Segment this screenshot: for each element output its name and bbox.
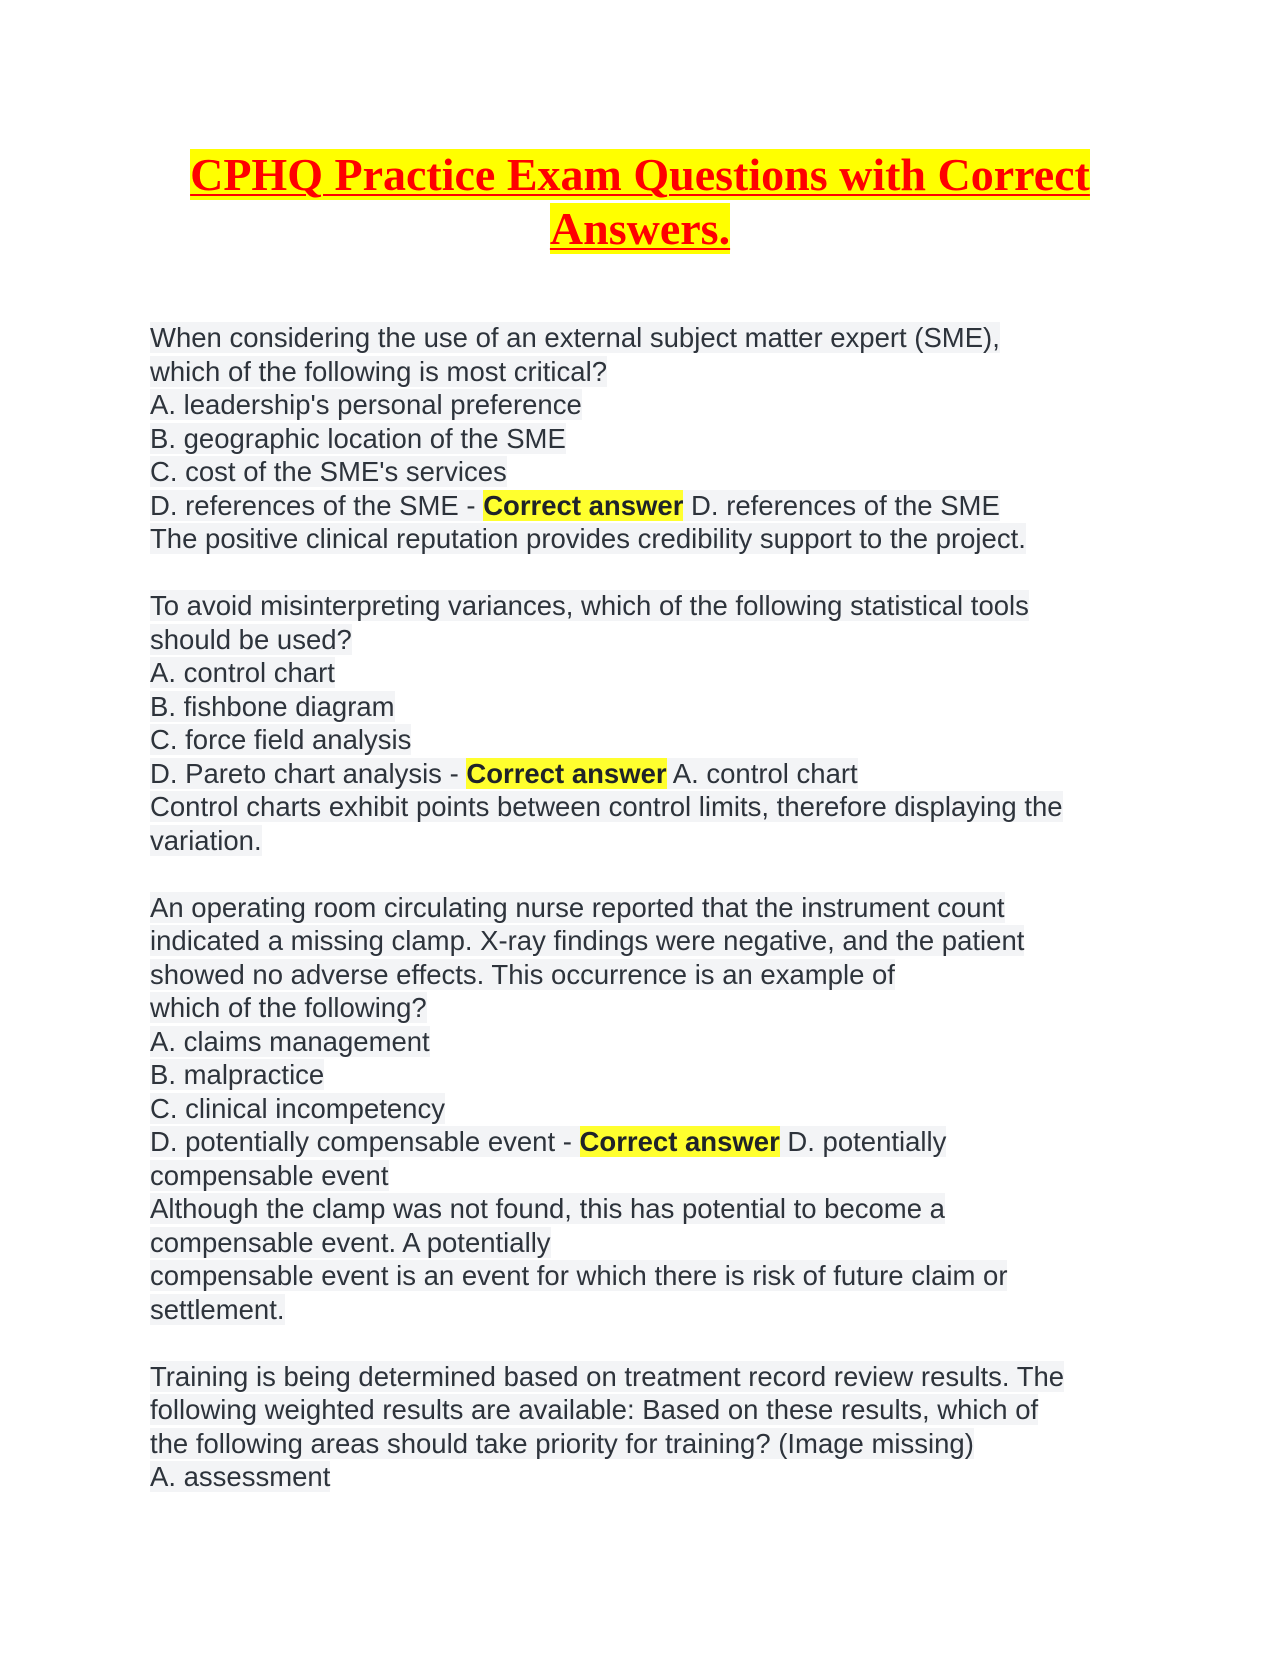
question-line — [150, 1393, 1150, 1427]
question-line — [150, 790, 1150, 824]
line-text: The positive clinical reputation provides credibility support to the project. — [150, 523, 1026, 554]
question-separator — [150, 857, 1150, 891]
question-line — [150, 1058, 1150, 1092]
question-line — [150, 891, 1150, 925]
line-text: compensable event. A potentially — [150, 1226, 551, 1258]
question-line — [150, 1259, 1150, 1293]
line-text: C. force field analysis — [150, 724, 412, 755]
question-line — [150, 1125, 1150, 1159]
correct-answer-text: A. control chart — [666, 757, 858, 789]
line-text: B. fishbone diagram — [150, 690, 395, 722]
question-list — [150, 321, 1150, 1494]
line-text: When considering the use of an external subject matter expert (SME), — [150, 322, 1000, 353]
question-line — [150, 924, 1150, 958]
question-line — [150, 455, 1150, 489]
question-line — [150, 589, 1150, 623]
line-text: A. claims management — [150, 1025, 430, 1057]
question-line — [150, 489, 1150, 523]
answer-option-text: D. Pareto chart analysis - — [150, 757, 467, 789]
correct-answer-label: Correct answer — [579, 1126, 780, 1157]
question-line — [150, 723, 1150, 757]
question-line — [150, 388, 1150, 422]
question-line — [150, 321, 1150, 355]
question-line — [150, 1092, 1150, 1126]
line-text: A. control chart — [150, 657, 335, 688]
question-line — [150, 522, 1150, 556]
line-text: A. assessment — [150, 1461, 331, 1492]
question-line — [150, 422, 1150, 456]
answer-option-text: D. potentially compensable event - — [150, 1126, 580, 1157]
question-block — [150, 321, 1150, 556]
line-text: An operating room circulating nurse reported that the instrument count — [150, 891, 1005, 923]
question-block — [150, 891, 1150, 1327]
question-separator — [150, 556, 1150, 590]
line-text: To avoid misinterpreting variances, which of the following statistical tools — [150, 590, 1029, 621]
question-line — [150, 991, 1150, 1025]
correct-answer-label: Correct answer — [466, 757, 667, 789]
title-line-1: CPHQ Practice Exam Questions with Correct — [190, 149, 1090, 200]
question-line — [150, 623, 1150, 657]
question-line — [150, 355, 1150, 389]
question-line — [150, 958, 1150, 992]
line-text: Control charts exhibit points between control limits, therefore displaying the — [150, 791, 1063, 822]
line-text: indicated a missing clamp. X-ray findings were negative, and the patient — [150, 925, 1025, 956]
question-line — [150, 1192, 1150, 1226]
line-text: showed no adverse effects. This occurrence is an example of — [150, 958, 895, 990]
line-text: variation. — [150, 824, 262, 856]
line-text: Although the clamp was not found, this has potential to become a — [150, 1193, 945, 1224]
question-line — [150, 1159, 1150, 1193]
line-text: compensable event — [150, 1159, 389, 1191]
question-line — [150, 1025, 1150, 1059]
question-line — [150, 1460, 1150, 1494]
line-text: Training is being determined based on treatment record review results. The — [150, 1360, 1065, 1392]
line-text: should be used? — [150, 623, 352, 655]
question-separator — [150, 1326, 1150, 1360]
line-text: which of the following? — [150, 992, 427, 1023]
line-text: A. leadership's personal preference — [150, 389, 582, 420]
line-text: C. clinical incompetency — [150, 1092, 445, 1124]
question-line — [150, 1427, 1150, 1461]
line-text: which of the following is most critical? — [150, 355, 607, 387]
title-line-2: Answers. — [549, 203, 731, 254]
question-line — [150, 656, 1150, 690]
answer-option-text: D. references of the SME - — [150, 489, 484, 521]
question-line — [150, 824, 1150, 858]
question-line — [150, 1293, 1150, 1327]
question-line — [150, 690, 1150, 724]
line-text: following weighted results are available: Based on these results, which of — [150, 1394, 1039, 1425]
line-text: C. cost of the SME's services — [150, 456, 507, 487]
question-block — [150, 1360, 1150, 1494]
correct-answer-label: Correct answer — [483, 489, 684, 521]
question-line — [150, 1226, 1150, 1260]
question-block — [150, 589, 1150, 857]
line-text: B. malpractice — [150, 1059, 325, 1090]
correct-answer-text: D. potentially — [779, 1126, 947, 1157]
line-text: B. geographic location of the SME — [150, 422, 566, 454]
question-line — [150, 757, 1150, 791]
correct-answer-text: D. references of the SME — [683, 489, 1000, 521]
line-text: the following areas should take priority for training? (Image missing) — [150, 1427, 974, 1459]
document-title — [0, 148, 1280, 256]
question-line — [150, 1360, 1150, 1394]
line-text: settlement. — [150, 1293, 285, 1325]
line-text: compensable event is an event for which there is risk of future claim or — [150, 1260, 1008, 1291]
